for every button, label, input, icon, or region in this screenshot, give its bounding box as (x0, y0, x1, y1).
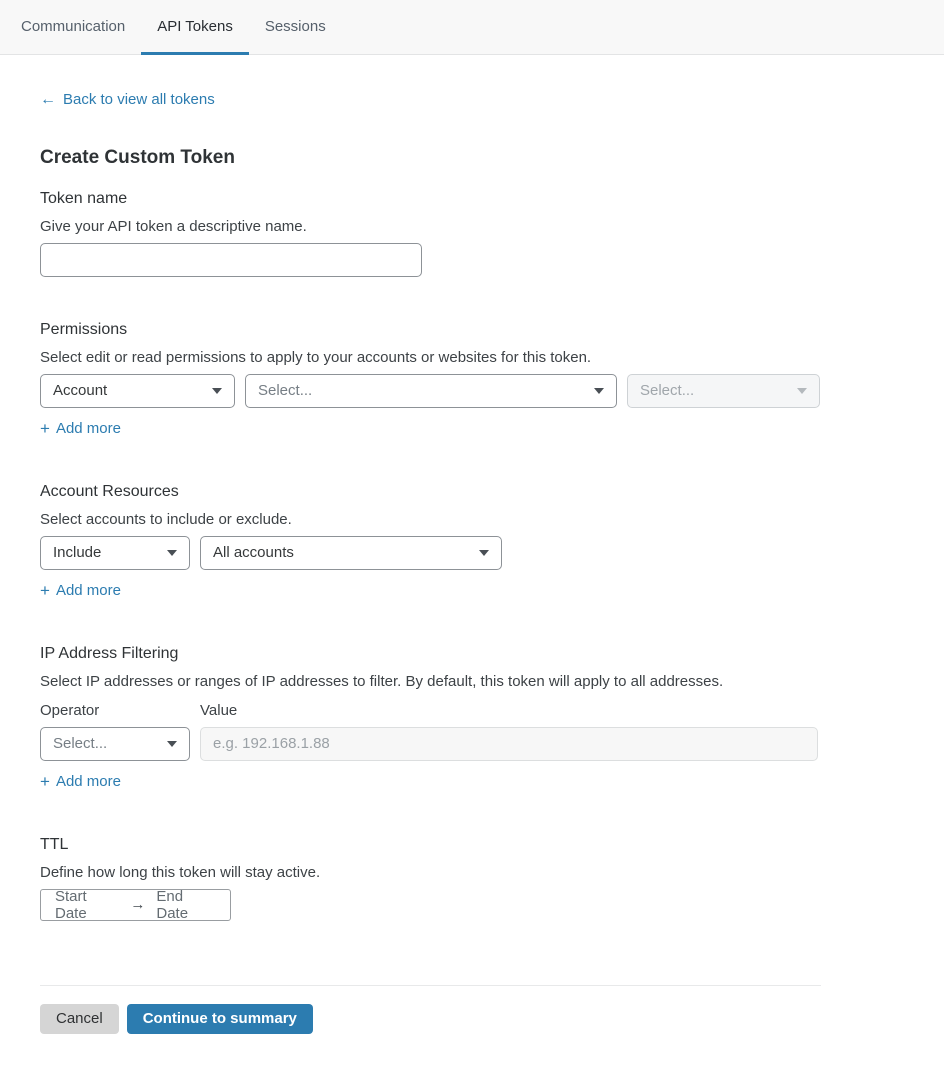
ttl-label: TTL (40, 835, 69, 853)
arrow-left-icon: ← (40, 90, 56, 108)
ttl-help: Define how long this token will stay active. (40, 863, 321, 881)
back-to-tokens-link[interactable] (40, 91, 215, 108)
plus-icon: + (40, 580, 50, 600)
add-more-label: Add more (55, 772, 121, 790)
account-resources-label: Account Resources (40, 482, 179, 500)
account-mode-value: Include (53, 544, 102, 561)
ip-operator-select[interactable] (40, 727, 190, 761)
continue-to-summary-button[interactable]: Continue to summary (127, 1004, 313, 1034)
footer-actions (40, 1004, 904, 1034)
accounts-select[interactable] (200, 536, 502, 570)
ttl-date-range-picker[interactable] (40, 889, 231, 921)
account-mode-select[interactable] (40, 536, 190, 570)
permission-scope-select[interactable] (40, 374, 235, 408)
chevron-down-icon (212, 388, 222, 394)
ip-operator-placeholder: Select... (53, 735, 108, 752)
token-name-help: Give your API token a descriptive name. (40, 217, 307, 235)
chevron-down-icon (797, 388, 807, 394)
main-content (0, 55, 944, 1074)
permission-group-select[interactable] (245, 374, 617, 408)
back-link-label: Back to view all tokens (63, 91, 215, 108)
permissions-help: Select edit or read permissions to apply to your accounts or websites for this token. (40, 348, 592, 366)
page-title: Create Custom Token (40, 146, 235, 168)
arrow-right-icon: → (130, 896, 146, 913)
ip-value-input[interactable] (200, 727, 818, 761)
add-more-label: Add more (55, 419, 121, 437)
token-name-input[interactable] (40, 243, 422, 277)
end-date-placeholder: End Date (156, 887, 189, 922)
value-column-label: Value (200, 701, 238, 719)
tab-api-tokens[interactable]: API Tokens (141, 0, 249, 55)
footer-divider (40, 985, 821, 986)
tab-communication[interactable]: Communication (21, 17, 126, 35)
permission-access-placeholder: Select... (640, 382, 695, 399)
tab-bar (0, 0, 944, 55)
permission-access-select (627, 374, 820, 408)
ip-filtering-add-more-link[interactable] (40, 773, 121, 790)
ip-filtering-help: Select IP addresses or ranges of IP addresses to filter. By default, this token will apply to all addresses. (40, 672, 724, 690)
permission-scope-value: Account (53, 382, 108, 399)
add-more-label: Add more (55, 581, 121, 599)
start-date-placeholder: Start Date (55, 887, 87, 922)
account-resources-add-more-link[interactable] (40, 582, 121, 599)
cancel-button[interactable]: Cancel (40, 1004, 119, 1034)
permissions-row (40, 374, 904, 408)
account-resources-row (40, 536, 904, 570)
account-resources-help: Select accounts to include or exclude. (40, 510, 292, 528)
chevron-down-icon (167, 741, 177, 747)
plus-icon: + (40, 418, 50, 438)
plus-icon: + (40, 771, 50, 791)
accounts-select-value: All accounts (213, 544, 294, 561)
operator-column-label: Operator (40, 701, 100, 719)
ip-filtering-label: IP Address Filtering (40, 644, 179, 662)
permissions-label: Permissions (40, 320, 128, 338)
permissions-add-more-link[interactable] (40, 420, 121, 437)
permission-group-placeholder: Select... (258, 382, 313, 399)
ip-filtering-row (40, 727, 904, 761)
tab-sessions[interactable]: Sessions (264, 17, 326, 35)
chevron-down-icon (594, 388, 604, 394)
token-name-label: Token name (40, 189, 128, 207)
chevron-down-icon (479, 550, 489, 556)
ip-filtering-column-labels (40, 702, 904, 719)
chevron-down-icon (167, 550, 177, 556)
